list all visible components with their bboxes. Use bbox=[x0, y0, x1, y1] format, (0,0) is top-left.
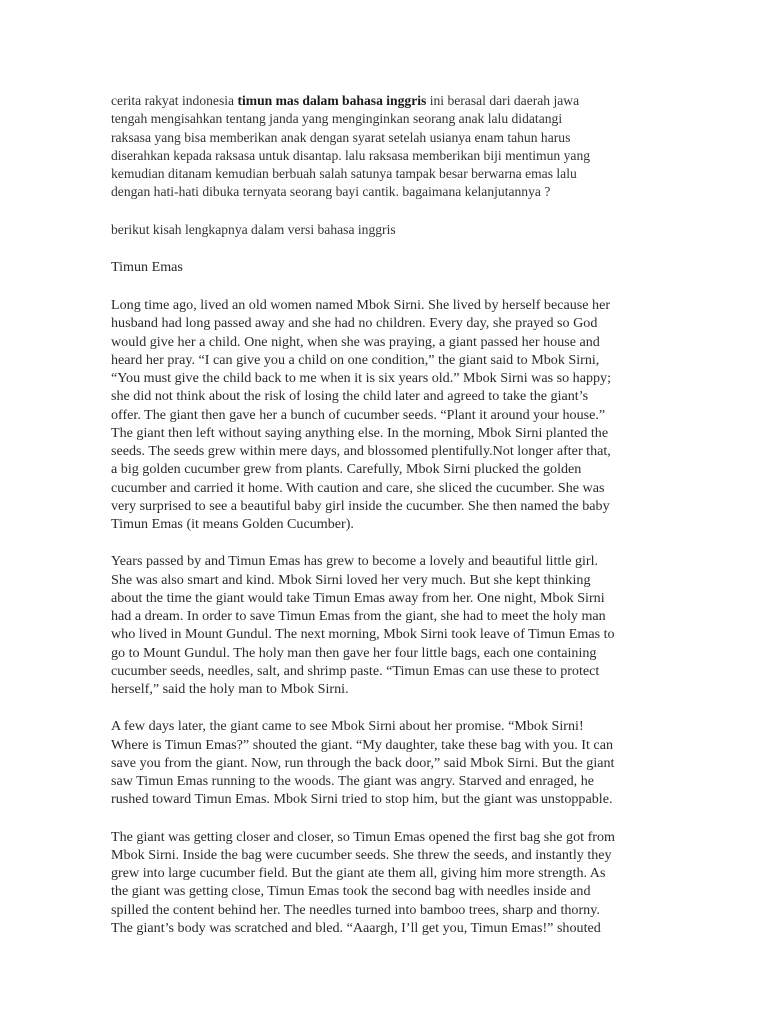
intro-line: diserahkan kepada raksasa untuk disantap. lalu raksasa memberikan biji mentimun yang bbox=[111, 147, 591, 163]
story-line: had a dream. In order to save Timun Emas from the giant, she had to meet the holy man bbox=[111, 608, 606, 624]
story-line: She was also smart and kind. Mbok Sirni loved her very much. But she kept thinking bbox=[111, 571, 591, 588]
story-line: cucumber and carried it home. With caution and care, she sliced the cucumber. She was bbox=[111, 479, 605, 496]
story-line: save you from the giant. Now, run through the back door,” said Mbok Sirni. But the giant bbox=[111, 754, 615, 771]
story-paragraph bbox=[111, 552, 668, 698]
story-line: A few days later, the giant came to see Mbok Sirni about her promise. “Mbok Sirni! bbox=[111, 718, 584, 735]
intro-line: kemudian ditanam kemudian berbuah salah satunya tampak besar berwarna emas lalu bbox=[111, 166, 577, 181]
story-line: herself,” said the holy man to Mbok Sirni. bbox=[111, 681, 349, 697]
story-line: saw Timun Emas running to the woods. The giant was angry. Starved and enraged, he bbox=[111, 773, 595, 789]
story-line: cucumber seeds, needles, salt, and shrimp paste. “Timun Emas can use these to protect bbox=[111, 662, 600, 679]
story-line: about the time the giant would take Timun Emas away from her. One night, Mbok Sirni bbox=[111, 589, 605, 606]
subheading: berikut kisah lengkapnya dalam versi bahasa inggris bbox=[111, 221, 396, 237]
story-line: she did not think about the risk of losing the child later and agreed to take the giant’s bbox=[111, 388, 589, 405]
story-line: rushed toward Timun Emas. Mbok Sirni tried to stop him, but the giant was unstoppable. bbox=[111, 791, 613, 808]
story-line: would give her a child. One night, when she was praying, a giant passed her house and bbox=[111, 333, 600, 350]
story-line: Mbok Sirni. Inside the bag were cucumber seeds. She threw the seeds, and instantly they bbox=[111, 846, 612, 863]
story-line: seeds. The seeds grew within mere days, and blossomed plentifully.Not longer after that, bbox=[111, 443, 611, 459]
story-line: husband had long passed away and she had no children. Every day, she prayed so God bbox=[111, 315, 598, 332]
story-line: go to Mount Gundul. The holy man then gave her four little bags, each one containing bbox=[111, 644, 597, 661]
story-line: a big golden cucumber grew from plants. Carefully, Mbok Sirni plucked the golden bbox=[111, 461, 582, 478]
story-line: The giant then left without saying anything else. In the morning, Mbok Sirni planted the bbox=[111, 424, 609, 441]
intro-line: dengan hati-hati dibuka ternyata seorang bayi cantik. bagaimana kelanjutannya ? bbox=[111, 184, 551, 200]
story-paragraph bbox=[111, 296, 668, 533]
story-line: very surprised to see a beautiful baby girl inside the cucumber. She then named the baby bbox=[111, 497, 610, 514]
story-line: The giant’s body was scratched and bled. “Aaargh, I’ll get you, Timun Emas!” shouted bbox=[111, 919, 601, 936]
story-line: grew into large cucumber field. But the giant ate them all, giving him more strength. As bbox=[111, 865, 606, 881]
story-line: Long time ago, lived an old women named Mbok Sirni. She lived by herself because her bbox=[111, 297, 611, 313]
story-line: The giant was getting closer and closer, so Timun Emas opened the first bag she got from bbox=[111, 828, 615, 845]
story-line: offer. The giant then gave her a bunch of cucumber seeds. “Plant it around your house.” bbox=[111, 406, 606, 423]
story-line: Years passed by and Timun Emas has grew to become a lovely and beautiful little girl. bbox=[111, 553, 599, 570]
story-line: Where is Timun Emas?” shouted the giant. “My daughter, take these bag with you. It can bbox=[111, 736, 613, 753]
intro-bold-keyword: timun mas dalam bahasa inggris bbox=[237, 93, 427, 108]
intro-line: cerita rakyat indonesia timun mas dalam bahasa inggris ini berasal dari daerah jawa bbox=[111, 93, 580, 108]
story-line: “You must give the child back to me when it is six years old.” Mbok Sirni was so happy; bbox=[111, 370, 612, 386]
story-paragraph bbox=[111, 828, 668, 938]
intro-line: tengah mengisahkan tentang janda yang menginginkan seorang anak lalu didatangi bbox=[111, 111, 563, 127]
intro-paragraph bbox=[111, 92, 668, 202]
story-line: Timun Emas (it means Golden Cucumber). bbox=[111, 516, 354, 532]
story-line: spilled the content behind her. The needles turned into bamboo trees, sharp and thorny. bbox=[111, 901, 600, 918]
story-line: heard her pray. “I can give you a child on one condition,” the giant said to Mbok Sirni, bbox=[111, 351, 600, 368]
intro-line: raksasa yang bisa memberikan anak dengan syarat setelah usianya enam tahun harus bbox=[111, 129, 571, 145]
story-paragraph bbox=[111, 717, 668, 808]
story-line: who lived in Mount Gundul. The next morning, Mbok Sirni took leave of Timun Emas to bbox=[111, 626, 615, 643]
story-body bbox=[111, 296, 668, 937]
story-line: the giant was getting close, Timun Emas took the second bag with needles inside and bbox=[111, 883, 591, 900]
story-title: Timun Emas bbox=[111, 258, 183, 275]
